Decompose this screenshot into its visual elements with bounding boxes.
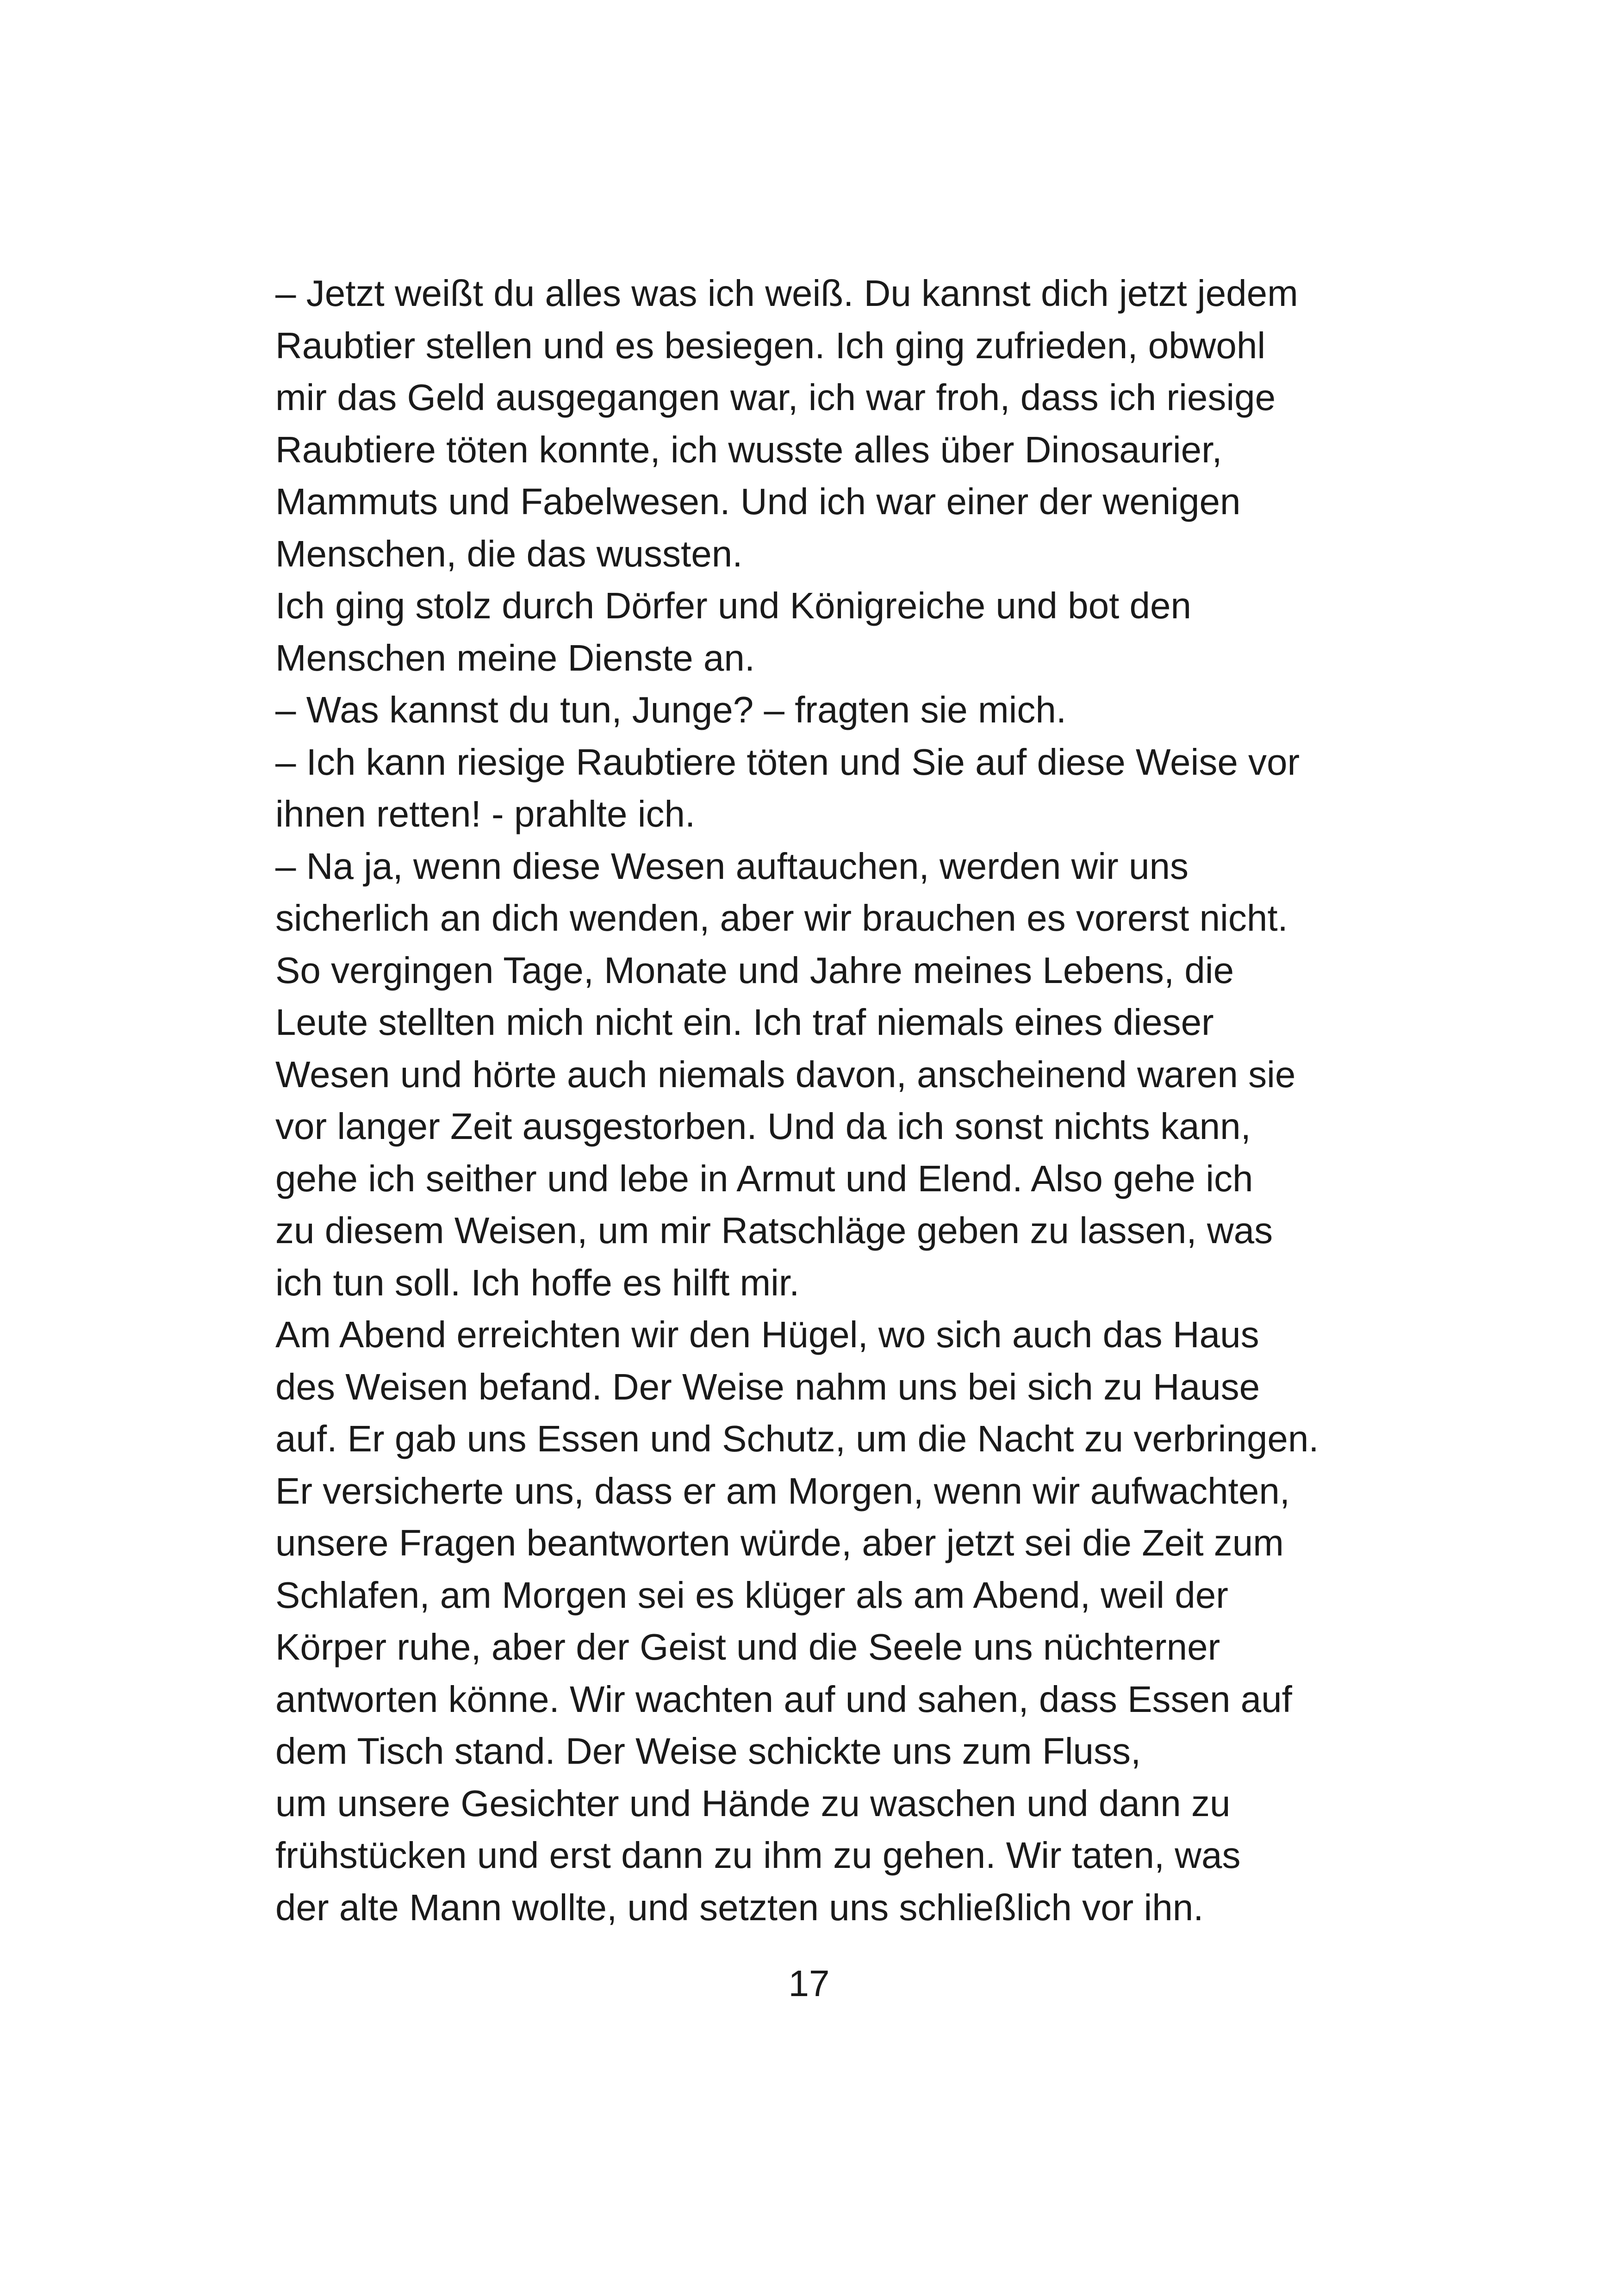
text-line: sicherlich an dich wenden, aber wir brauchen es vorerst nicht.	[275, 897, 1288, 939]
text-line: dem Tisch stand. Der Weise schickte uns zum Fluss,	[275, 1730, 1141, 1772]
body-text	[275, 268, 1354, 1934]
text-line: frühstücken und erst dann zu ihm zu gehen. Wir taten, was	[275, 1835, 1241, 1876]
text-line: ich tun soll. Ich hoffe es hilft mir.	[275, 1262, 800, 1303]
text-line: zu diesem Weisen, um mir Ratschläge geben zu lassen, was	[275, 1210, 1273, 1251]
text-line: Menschen meine Dienste an.	[275, 637, 755, 678]
text-line: unsere Fragen beantworten würde, aber jetzt sei die Zeit zum	[275, 1522, 1284, 1563]
text-line: gehe ich seither und lebe in Armut und Elend. Also gehe ich	[275, 1157, 1253, 1199]
text-line: – Ich kann riesige Raubtiere töten und Sie auf diese Weise vor	[275, 741, 1300, 783]
text-line: auf. Er gab uns Essen und Schutz, um die Nacht zu verbringen.	[275, 1418, 1319, 1459]
text-line: mir das Geld ausgegangen war, ich war froh, dass ich riesige	[275, 377, 1276, 418]
text-line: vor langer Zeit ausgestorben. Und da ich sonst nichts kann,	[275, 1106, 1251, 1147]
text-line: – Was kannst du tun, Junge? – fragten sie mich.	[275, 689, 1067, 730]
text-line: Raubtier stellen und es besiegen. Ich ging zufrieden, obwohl	[275, 324, 1266, 366]
text-line: Am Abend erreichten wir den Hügel, wo sich auch das Haus	[275, 1314, 1259, 1355]
page-number: 17	[788, 1963, 830, 2004]
text-line: ihnen retten! - prahlte ich.	[275, 793, 696, 834]
text-line: antworten könne. Wir wachten auf und sahen, dass Essen auf	[275, 1678, 1292, 1720]
text-line: des Weisen befand. Der Weise nahm uns bei sich zu Hause	[275, 1366, 1260, 1407]
text-line: – Na ja, wenn diese Wesen auftauchen, werden wir uns	[275, 845, 1189, 887]
text-line: Schlafen, am Morgen sei es klüger als am Abend, weil der	[275, 1574, 1228, 1616]
text-line: Ich ging stolz durch Dörfer und Königreiche und bot den	[275, 585, 1192, 626]
text-line: Körper ruhe, aber der Geist und die Seele uns nüchterner	[275, 1626, 1220, 1668]
text-line: um unsere Gesichter und Hände zu waschen und dann zu	[275, 1782, 1231, 1824]
text-line: Leute stellten mich nicht ein. Ich traf niemals eines dieser	[275, 1002, 1214, 1043]
text-line: Menschen, die das wussten.	[275, 533, 743, 574]
text-line: Er versicherte uns, dass er am Morgen, wenn wir aufwachten,	[275, 1470, 1290, 1512]
text-line: Wesen und hörte auch niemals davon, anscheinend waren sie	[275, 1053, 1296, 1095]
text-line: Mammuts und Fabelwesen. Und ich war einer der wenigen	[275, 481, 1241, 522]
text-line: Raubtiere töten konnte, ich wusste alles über Dinosaurier,	[275, 429, 1222, 470]
text-line: So vergingen Tage, Monate und Jahre meines Lebens, die	[275, 949, 1234, 991]
text-line: – Jetzt weißt du alles was ich weiß. Du kannst dich jetzt jedem	[275, 273, 1298, 314]
text-line: der alte Mann wollte, und setzten uns schließlich vor ihn.	[275, 1886, 1204, 1928]
